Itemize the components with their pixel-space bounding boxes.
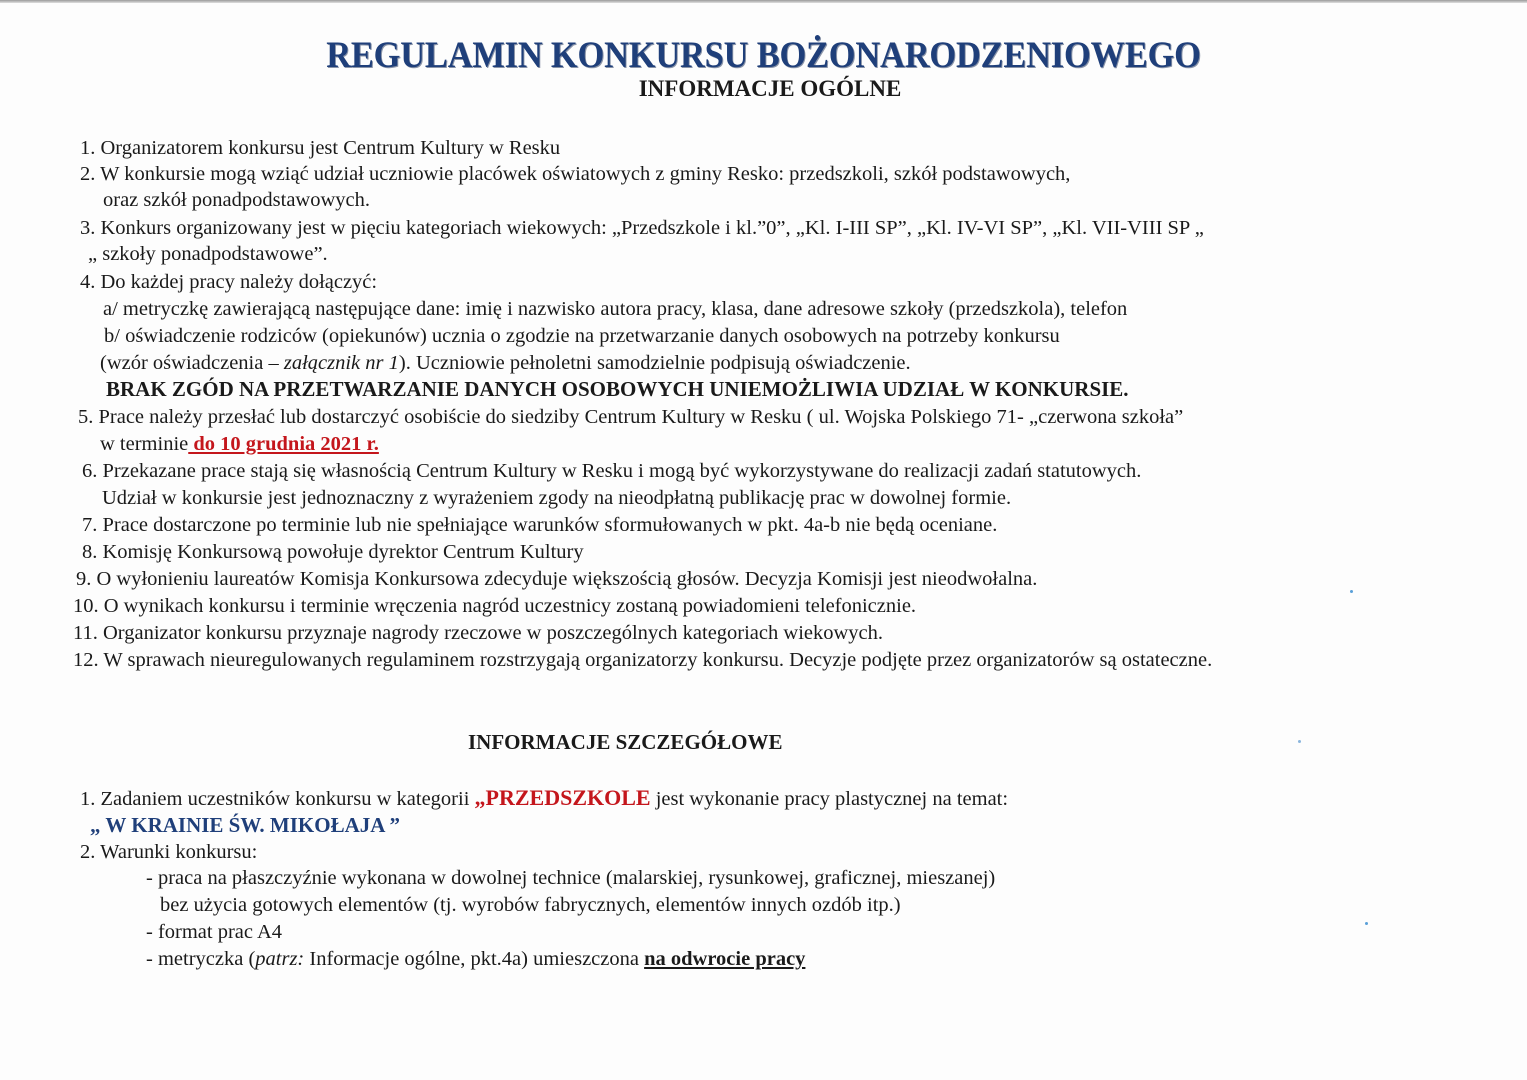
item-text: Przekazane prace stają się własnością Centrum Kultury w Resku i mogą być wykorzystywane do realizacji zadań statutowych.: [102, 460, 1142, 482]
item-text: O wyłonieniu laureatów Komisja Konkursowa zdecyduje większością głosów. Decyzja Komisji jest nieodwołalna.: [96, 568, 1038, 590]
condition-metrics: [146, 946, 805, 972]
item-number: 12.: [73, 649, 99, 671]
item-text: Do każdej pracy należy dołączyć:: [100, 271, 378, 293]
text: ). Uczniowie pełnoletni samodzielnie podpisują oświadczenie.: [398, 352, 911, 374]
general-item-10: [73, 593, 916, 619]
general-item-12: [73, 647, 1212, 673]
item-number: 1.: [80, 788, 96, 810]
item-number: 9.: [76, 568, 92, 590]
item-number: 6.: [82, 460, 98, 482]
item-text: W sprawach nieuregulowanych regulaminem rozstrzygają organizatorzy konkursu. Decyzje podjęte przez organizatorów są ostateczne.: [103, 649, 1213, 671]
item-text: W konkursie mogą wziąć udział uczniowie placówek oświatowych z gminy Resko: przedszkoli, szkół podstawowych,: [100, 163, 1071, 185]
deadline-date: do 10 grudnia 2021 r.: [188, 433, 379, 455]
item-number: 10.: [73, 595, 99, 617]
scan-speck: [1365, 922, 1368, 925]
general-item-4: [80, 269, 377, 295]
text: - metryczka (: [146, 948, 256, 970]
scan-speck: [1298, 740, 1301, 743]
section-title-details: INFORMACJE SZCZEGÓŁOWE: [468, 730, 783, 754]
item-number: 8.: [82, 541, 98, 563]
attachment-reference: załącznik nr 1: [283, 352, 399, 374]
general-item-2-continuation: oraz szkół ponadpodstawowych.: [103, 189, 371, 211]
general-item-4b: b/ oświadczenie rodziców (opiekunów) ucznia o zgodzie na przetwarzanie danych osobowych na potrzeby konkursu: [104, 325, 1060, 347]
item-text: Prace dostarczone po terminie lub nie spełniające warunków sformułowanych w pkt. 4a-b nie będą oceniane.: [102, 514, 998, 536]
general-item-11: [73, 620, 883, 646]
item-text: Organizator konkursu przyznaje nagrody rzeczowe w poszczególnych kategoriach wiekowych.: [103, 622, 884, 644]
item-text: jest wykonanie pracy plastycznej na temat:: [650, 788, 1009, 810]
general-item-8: [82, 539, 584, 565]
item-number: 7.: [82, 514, 98, 536]
reference-label: patrz:: [255, 948, 305, 970]
item-text: Zadaniem uczestników konkursu w kategorii: [100, 788, 475, 810]
consent-warning: BRAK ZGÓD NA PRZETWARZANIE DANYCH OSOBOWYCH UNIEMOŻLIWIA UDZIAŁ W KONKURSIE.: [106, 377, 1129, 401]
item-number: 5.: [78, 406, 94, 428]
item-number: 2.: [80, 841, 96, 863]
condition-no-ready-elements: bez użycia gotowych elementów (tj. wyrobów fabrycznych, elementów innych ozdób itp.): [160, 894, 901, 916]
scan-speck: [1350, 590, 1353, 593]
general-item-3-continuation: „ szkoły ponadpodstawowe”.: [88, 243, 328, 265]
text: w terminie: [100, 433, 189, 455]
general-item-5-continuation: [100, 431, 379, 457]
item-number: 11.: [73, 622, 98, 644]
item-number: 1.: [80, 137, 96, 159]
general-item-9: [76, 566, 1037, 592]
condition-technique: - praca na płaszczyźnie wykonana w dowolnej technice (malarskiej, rysunkowej, graficznej, mieszanej): [146, 867, 996, 889]
item-text: O wynikach konkursu i terminie wręczenia nagród uczestnicy zostaną powiadomieni telefonicznie.: [103, 595, 917, 617]
general-item-4a: a/ metryczkę zawierającą następujące dane: imię i nazwisko autora pracy, klasa, dane adresowe szkoły (przedszkola), telefon: [103, 298, 1128, 320]
general-item-5: [78, 404, 1183, 430]
condition-format: - format prac A4: [146, 921, 283, 943]
contest-theme: „ W KRAINIE ŚW. MIKOŁAJA ”: [90, 813, 401, 837]
item-text: Prace należy przesłać lub dostarczyć osobiście do siedziby Centrum Kultury w Resku ( ul. Wojska Polskiego 71- „czerwona szkoła”: [98, 406, 1184, 428]
item-text: Komisję Konkursową powołuje dyrektor Centrum Kultury: [102, 541, 584, 563]
document-title: REGULAMIN KONKURSU BOŻONARODZENIOWEGO: [326, 35, 1201, 76]
item-text: Warunki konkursu:: [100, 841, 258, 863]
general-item-4c: [100, 350, 911, 376]
details-item-2: [80, 839, 257, 865]
general-item-2: [80, 161, 1070, 187]
category-name: „PRZEDSZKOLE: [474, 785, 651, 810]
item-number: 4.: [80, 271, 96, 293]
item-number: 2.: [80, 163, 96, 185]
item-text: Organizatorem konkursu jest Centrum Kultury w Resku: [100, 137, 561, 159]
general-item-7: [82, 512, 997, 538]
section-title-general: INFORMACJE OGÓLNE: [638, 76, 902, 101]
placement-note: na odwrocie pracy: [644, 948, 806, 970]
details-item-1: [80, 785, 1008, 812]
text: (wzór oświadczenia –: [100, 352, 284, 374]
item-text: Konkurs organizowany jest w pięciu kategoriach wiekowych: „Przedszkole i kl.”0”, „Kl. I-III SP”, „Kl. IV-VI SP”, „Kl. VII-VIII SP „: [100, 217, 1204, 239]
general-item-6: [82, 458, 1141, 484]
general-item-3: [80, 215, 1204, 241]
text: Informacje ogólne, pkt.4a) umieszczona: [304, 948, 645, 970]
general-item-6-continuation: Udział w konkursie jest jednoznaczny z wyrażeniem zgody na nieodpłatną publikację prac w dowolnej formie.: [102, 487, 1012, 509]
general-item-1: [80, 135, 560, 161]
item-number: 3.: [80, 217, 96, 239]
